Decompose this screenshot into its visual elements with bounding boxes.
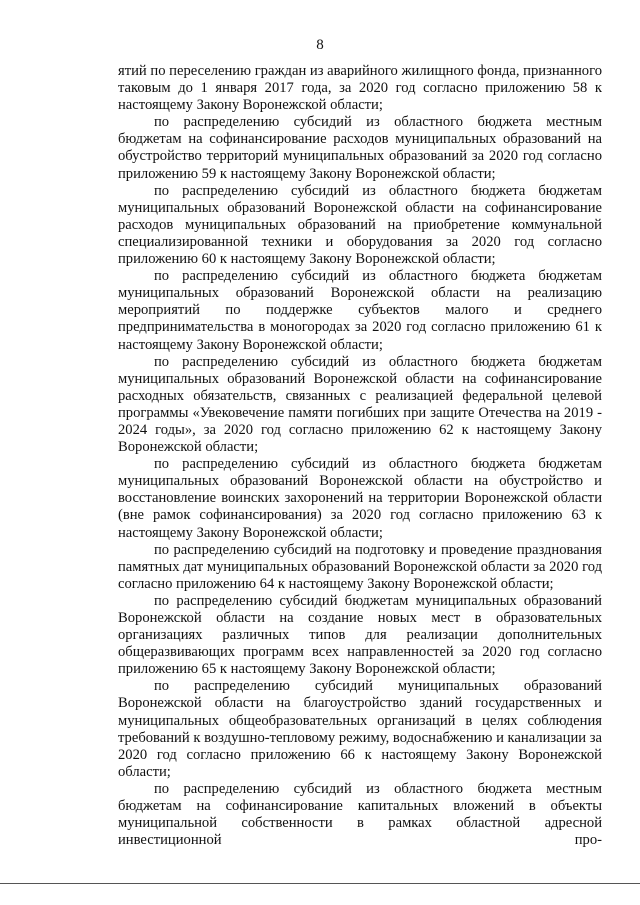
page-number: 8 — [316, 37, 324, 53]
paragraph-appendix-60: по распределению субсидий из областного бюджета бюджетам муниципальных образований Воронежской области на софинансирование расходов муниципальных образований на приобретение коммунальной специализированной техники и оборудования за 2020 год согласно приложению 60 к настоящему Закону Воронежской области; — [118, 182, 602, 268]
document-body — [118, 63, 602, 849]
paragraph-investment-program: по распределению субсидий из областного бюджета местным бюджетам на софинансирование капитальных вложений в объекты муниципальной собственности в рамках областной адресной инвестиционной про- — [118, 780, 602, 849]
bottom-rule — [0, 883, 640, 884]
paragraph-appendix-62: по распределению субсидий из областного бюджета бюджетам муниципальных образований Воронежской области на софинансирование расходных обязательств, связанных с реализацией федеральной целевой программы «Увековечение памяти погибших при защите Отечества на 2019 - 2024 годы», за 2020 год согласно приложению 62 к настоящему Закону Воронежской области; — [118, 353, 602, 456]
paragraph-appendix-66: по распределению субсидий муниципальных образований Воронежской области на благоустройство зданий государственных и муниципальных общеобразовательных организаций в целях соблюдения требований к воздушно-тепловому режиму, водоснабжению и канализации за 2020 год согласно приложению 66 к настоящему Закону Воронежской области; — [118, 678, 602, 780]
paragraph-continued: ятий по переселению граждан из аварийного жилищного фонда, признанного таковым до 1 января 2017 года, за 2020 год согласно приложению 58 к настоящему Закону Воронежской области; — [118, 63, 602, 114]
paragraph-appendix-59: по распределению субсидий из областного бюджета местным бюджетам на софинансирование расходов муниципальных образований на обустройство территорий муниципальных образований за 2020 год согласно приложению 59 к настоящему Закону Воронежской области; — [118, 114, 602, 182]
paragraph-appendix-61: по распределению субсидий из областного бюджета бюджетам муниципальных образований Воронежской области на реализацию мероприятий по поддержке субъектов малого и среднего предпринимательства в моногородах за 2020 год согласно приложению 61 к настоящему Закону Воронежской области; — [118, 268, 602, 353]
paragraph-appendix-63: по распределению субсидий из областного бюджета бюджетам муниципальных образований Воронежской области на обустройство и восстановление воинских захоронений на территории Воронежской области (вне рамок софинансирования) за 2020 год согласно приложению 63 к настоящему Закону Воронежской области; — [118, 456, 602, 541]
paragraph-appendix-64: по распределению субсидий на подготовку и проведение празднования памятных дат муниципальных образований Воронежской области за 2020 год согласно приложению 64 к настоящему Закону Воронежской области; — [118, 541, 602, 592]
paragraph-appendix-65: по распределению субсидий бюджетам муниципальных образований Воронежской области на создание новых мест в образовательных организациях различных типов для реализации дополнительных общеразвивающих программ всех направленностей за 2020 год согласно приложению 65 к настоящему Закону Воронежской области; — [118, 592, 602, 678]
